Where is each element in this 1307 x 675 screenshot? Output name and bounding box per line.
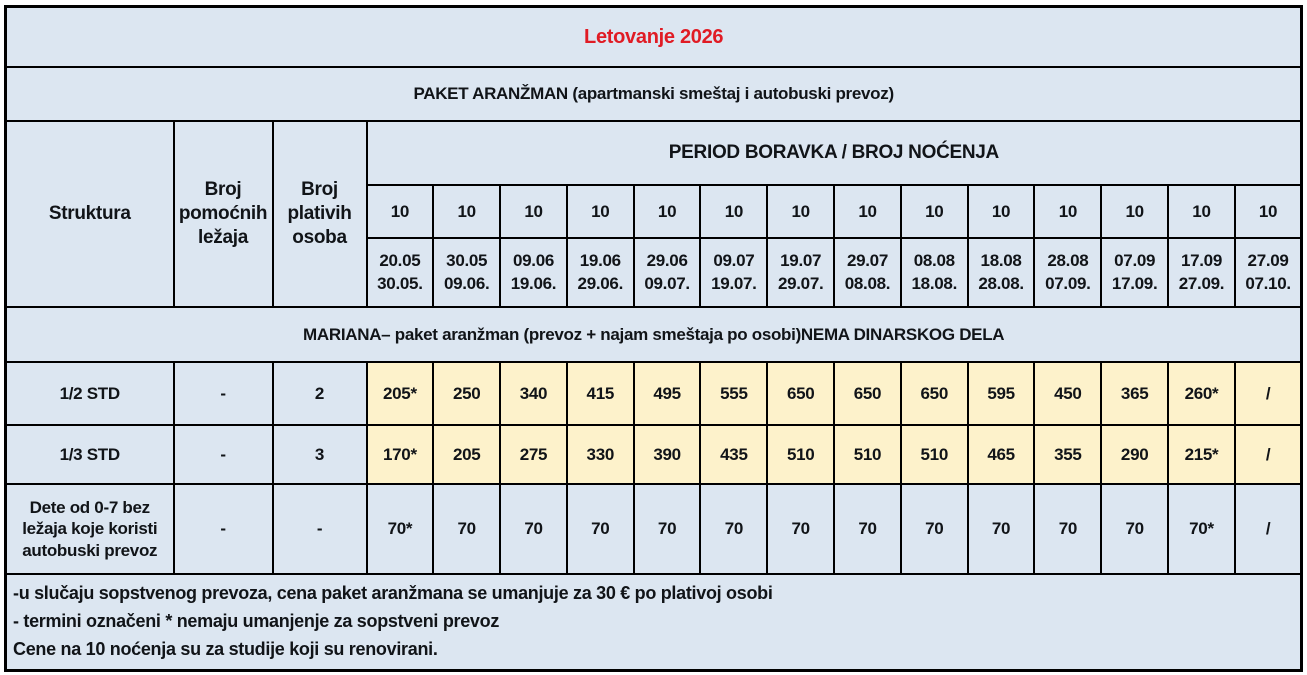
- nights-cell: 10: [767, 185, 834, 238]
- date-range-cell: 20.05 30.05.: [367, 238, 434, 307]
- notes-cell: [6, 574, 1302, 671]
- row-plativih: 3: [273, 425, 367, 484]
- price-row: [6, 425, 1302, 484]
- price-cell: 650: [767, 362, 834, 425]
- row-pomocni: -: [174, 484, 273, 574]
- row-plativih: 2: [273, 362, 367, 425]
- row-pomocni: -: [174, 425, 273, 484]
- price-cell: 365: [1101, 362, 1168, 425]
- price-cell: 170*: [367, 425, 434, 484]
- price-cell: 70: [1034, 484, 1101, 574]
- price-row: [6, 484, 1302, 574]
- price-cell: 650: [834, 362, 901, 425]
- nights-cell: 10: [834, 185, 901, 238]
- price-cell: 260*: [1168, 362, 1235, 425]
- price-cell: 70*: [367, 484, 434, 574]
- price-cell: 340: [500, 362, 567, 425]
- price-cell: 330: [567, 425, 634, 484]
- price-cell: 70: [567, 484, 634, 574]
- note-line: Cene na 10 noćenja su za studije koji su renovirani.: [13, 638, 438, 659]
- nights-cell: 10: [1168, 185, 1235, 238]
- price-cell: 355: [1034, 425, 1101, 484]
- note-line: -u slučaju sopstvenog prevoza, cena paket aranžmana se umanjuje za 30 € po plativoj osobi: [13, 583, 773, 604]
- notes-row: [6, 574, 1302, 671]
- row-struktura: 1/3 STD: [6, 425, 174, 484]
- price-cell: 70: [1101, 484, 1168, 574]
- price-cell: /: [1235, 425, 1302, 484]
- price-cell: 70: [634, 484, 701, 574]
- date-range-cell: 27.09 07.10.: [1235, 238, 1302, 307]
- price-cell: 595: [968, 362, 1035, 425]
- price-cell: 450: [1034, 362, 1101, 425]
- price-cell: 70: [901, 484, 968, 574]
- price-cell: 465: [968, 425, 1035, 484]
- price-cell: 215*: [1168, 425, 1235, 484]
- price-cell: 275: [500, 425, 567, 484]
- date-range-cell: 09.06 19.06.: [500, 238, 567, 307]
- date-range-cell: 09.07 19.07.: [700, 238, 767, 307]
- price-cell: 70: [500, 484, 567, 574]
- nights-cell: 10: [1034, 185, 1101, 238]
- price-cell: 70: [834, 484, 901, 574]
- price-cell: 510: [767, 425, 834, 484]
- nights-cell: 10: [968, 185, 1035, 238]
- price-cell: 70: [968, 484, 1035, 574]
- nights-cell: 10: [367, 185, 434, 238]
- price-cell: 70: [767, 484, 834, 574]
- price-cell: 290: [1101, 425, 1168, 484]
- date-range-cell: 29.07 08.08.: [834, 238, 901, 307]
- nights-cell: 10: [1235, 185, 1302, 238]
- date-range-cell: 29.06 09.07.: [634, 238, 701, 307]
- date-range-cell: 30.05 09.06.: [433, 238, 500, 307]
- price-cell: 70: [700, 484, 767, 574]
- price-cell: 70*: [1168, 484, 1235, 574]
- header-struktura: Struktura: [6, 121, 174, 307]
- date-range-cell: 19.07 29.07.: [767, 238, 834, 307]
- price-cell: 415: [567, 362, 634, 425]
- subtitle-row: [6, 67, 1302, 121]
- title-row: [6, 7, 1302, 68]
- row-plativih: -: [273, 484, 367, 574]
- price-cell: /: [1235, 484, 1302, 574]
- price-cell: /: [1235, 362, 1302, 425]
- price-cell: 435: [700, 425, 767, 484]
- date-range-cell: 28.08 07.09.: [1034, 238, 1101, 307]
- nights-cell: 10: [901, 185, 968, 238]
- price-cell: 555: [700, 362, 767, 425]
- nights-cell: 10: [433, 185, 500, 238]
- price-cell: 650: [901, 362, 968, 425]
- nights-cell: 10: [1101, 185, 1168, 238]
- row-pomocni: -: [174, 362, 273, 425]
- price-table-frame: [4, 5, 1301, 670]
- header-broj-pomocnih: Broj pomoćnih ležaja: [174, 121, 273, 307]
- price-cell: 70: [433, 484, 500, 574]
- section-title: MARIANA– paket aranžman (prevoz + najam smeštaja po osobi)NEMA DINARSKOG DELA: [6, 307, 1302, 362]
- header-period: PERIOD BORAVKA / BROJ NOĆENJA: [367, 121, 1302, 185]
- nights-cell: 10: [567, 185, 634, 238]
- price-cell: 205*: [367, 362, 434, 425]
- price-cell: 390: [634, 425, 701, 484]
- row-struktura: Dete od 0-7 bez ležaja koje koristi autobuski prevoz: [6, 484, 174, 574]
- price-cell: 510: [834, 425, 901, 484]
- nights-cell: 10: [700, 185, 767, 238]
- price-row: [6, 362, 1302, 425]
- price-cell: 495: [634, 362, 701, 425]
- date-range-cell: 08.08 18.08.: [901, 238, 968, 307]
- date-range-cell: 17.09 27.09.: [1168, 238, 1235, 307]
- price-table: [4, 5, 1303, 672]
- nights-cell: 10: [500, 185, 567, 238]
- row-struktura: 1/2 STD: [6, 362, 174, 425]
- date-range-cell: 18.08 28.08.: [968, 238, 1035, 307]
- section-row: [6, 307, 1302, 362]
- note-line: - termini označeni * nemaju umanjenje za sopstveni prevoz: [13, 611, 500, 632]
- subtitle: PAKET ARANŽMAN (apartmanski smeštaj i autobuski prevoz): [6, 67, 1302, 121]
- price-cell: 250: [433, 362, 500, 425]
- date-range-cell: 19.06 29.06.: [567, 238, 634, 307]
- header-broj-plativih: Broj plativih osoba: [273, 121, 367, 307]
- page-title: Letovanje 2026: [584, 25, 724, 48]
- price-cell: 205: [433, 425, 500, 484]
- price-cell: 510: [901, 425, 968, 484]
- header-row: [6, 121, 1302, 185]
- date-range-cell: 07.09 17.09.: [1101, 238, 1168, 307]
- nights-cell: 10: [634, 185, 701, 238]
